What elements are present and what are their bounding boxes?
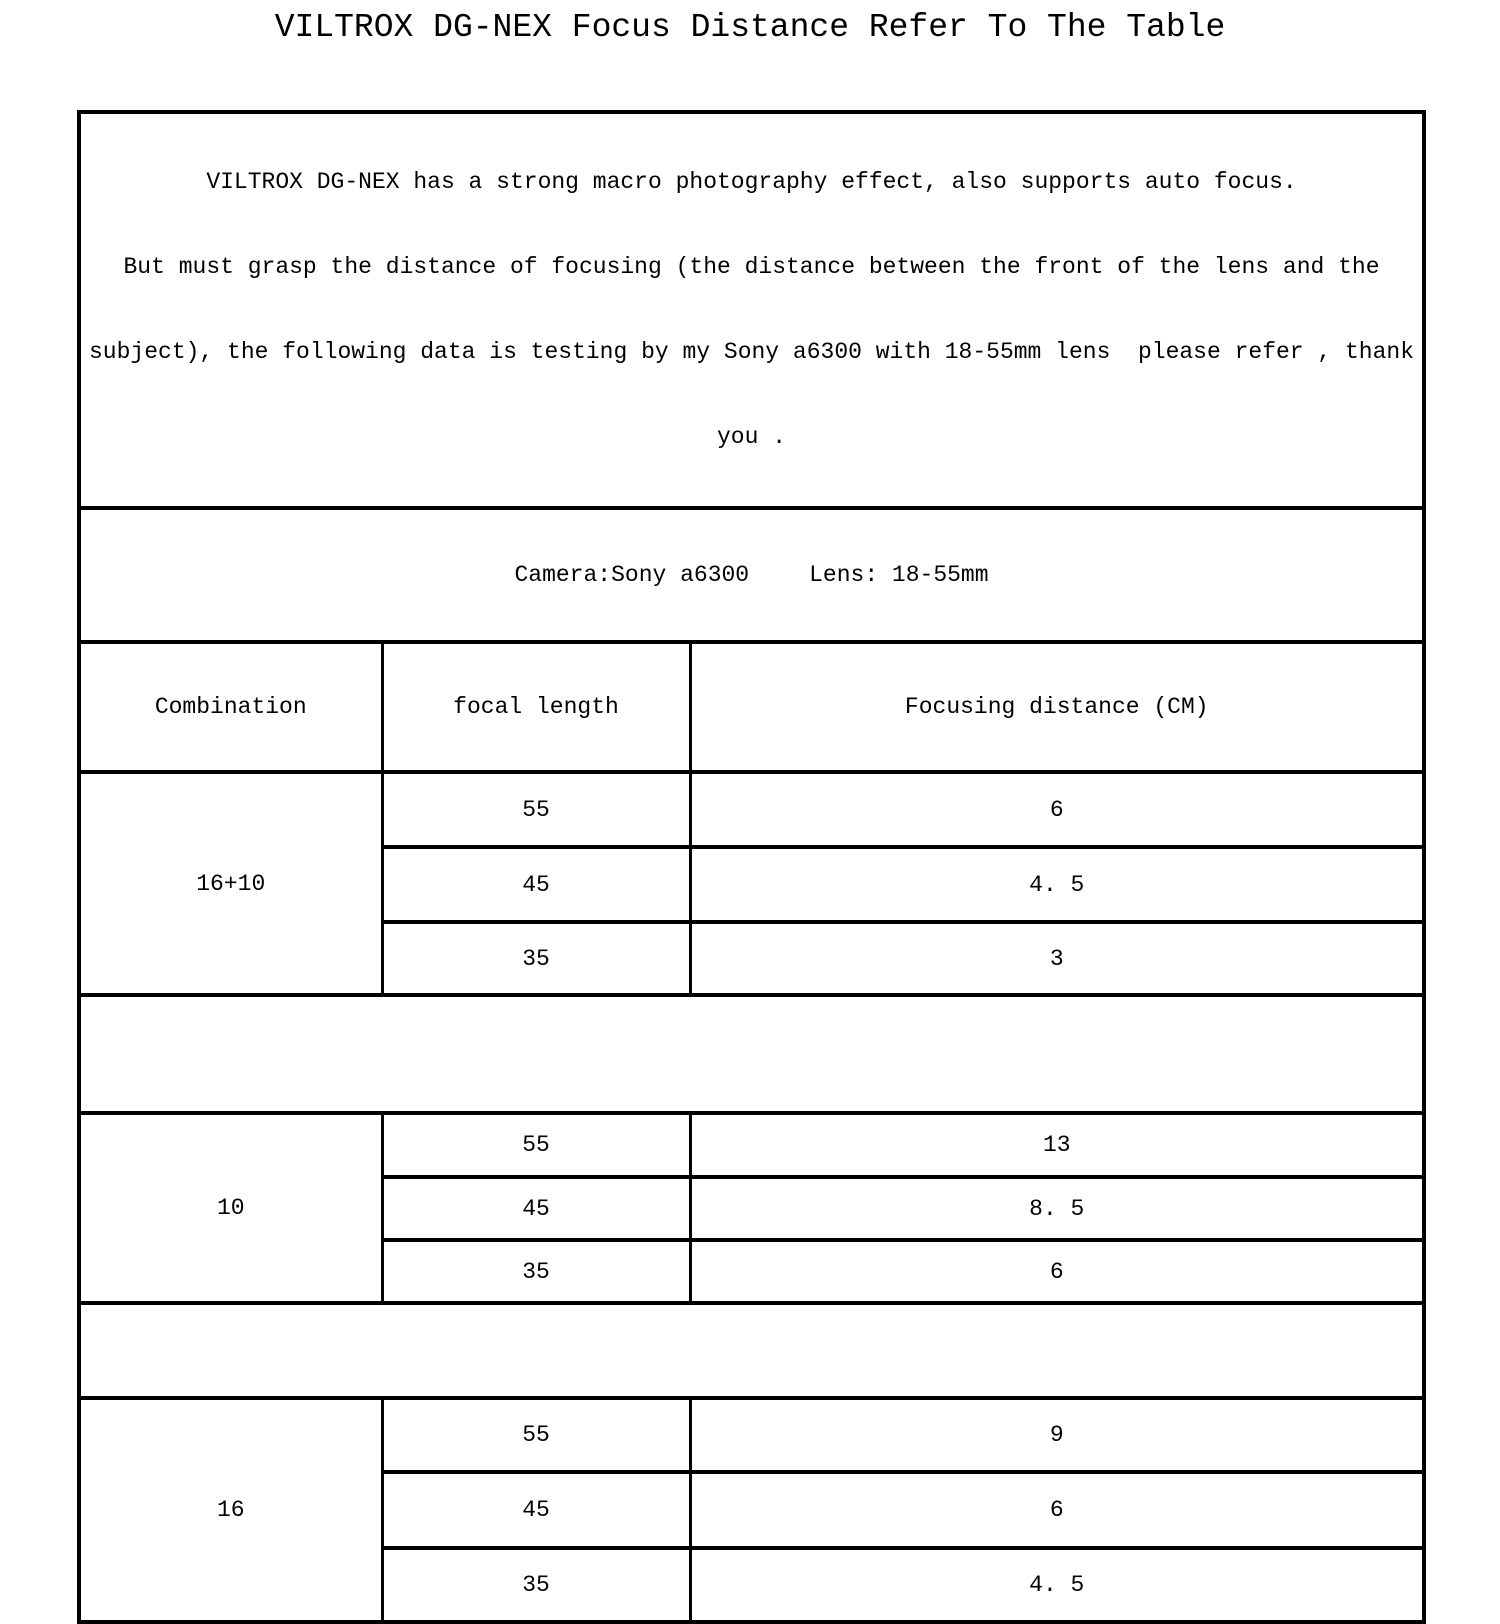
intro-cell — [79, 112, 1424, 508]
combination-cell: 16+10 — [79, 772, 382, 995]
column-header-focusing-distance: Focusing distance (CM) — [690, 642, 1424, 772]
focal-length-cell: 55 — [382, 1398, 690, 1472]
distance-cell: 6 — [690, 1472, 1424, 1548]
distance-cell: 9 — [690, 1398, 1424, 1472]
focal-length-cell: 35 — [382, 922, 690, 995]
focal-length-cell: 55 — [382, 1113, 690, 1177]
focal-length-cell: 35 — [382, 1548, 690, 1622]
table-row — [79, 1113, 1424, 1177]
spacer-row — [79, 1303, 1424, 1398]
table-header-row — [79, 642, 1424, 772]
spacer-cell — [79, 1303, 1424, 1398]
distance-cell: 4. 5 — [690, 1548, 1424, 1622]
intro-line-4: you . — [717, 424, 787, 450]
distance-cell: 6 — [690, 1240, 1424, 1303]
distance-cell: 8. 5 — [690, 1177, 1424, 1240]
spacer-row — [79, 995, 1424, 1113]
focal-length-cell: 45 — [382, 847, 690, 922]
page-title: VILTROX DG-NEX Focus Distance Refer To The Table — [274, 9, 1226, 46]
distance-cell: 13 — [690, 1113, 1424, 1177]
focal-length-cell: 45 — [382, 1177, 690, 1240]
table-row — [79, 1398, 1424, 1472]
focus-distance-table — [77, 110, 1426, 1624]
focal-length-cell: 45 — [382, 1472, 690, 1548]
intro-line-1: VILTROX DG-NEX has a strong macro photography effect, also supports auto focus. — [206, 169, 1297, 195]
table-row — [79, 772, 1424, 847]
intro-row — [79, 112, 1424, 508]
lens-label: Lens: 18-55mm — [809, 562, 989, 588]
intro-line-2: But must grasp the distance of focusing (the distance between the front of the lens and the — [123, 254, 1380, 280]
column-header-focal-length: focal length — [382, 642, 690, 772]
combination-cell: 16 — [79, 1398, 382, 1622]
combination-cell: 10 — [79, 1113, 382, 1303]
camera-info-cell — [79, 508, 1424, 642]
distance-cell: 4. 5 — [690, 847, 1424, 922]
column-header-combination: Combination — [79, 642, 382, 772]
focal-length-cell: 55 — [382, 772, 690, 847]
spacer-cell — [79, 995, 1424, 1113]
camera-info-row — [79, 508, 1424, 642]
distance-cell: 6 — [690, 772, 1424, 847]
intro-line-3: subject), the following data is testing by my Sony a6300 with 18-55mm lens please refer , thank — [89, 339, 1415, 365]
focal-length-cell: 35 — [382, 1240, 690, 1303]
camera-label: Camera:Sony a6300 — [514, 562, 750, 588]
distance-cell: 3 — [690, 922, 1424, 995]
